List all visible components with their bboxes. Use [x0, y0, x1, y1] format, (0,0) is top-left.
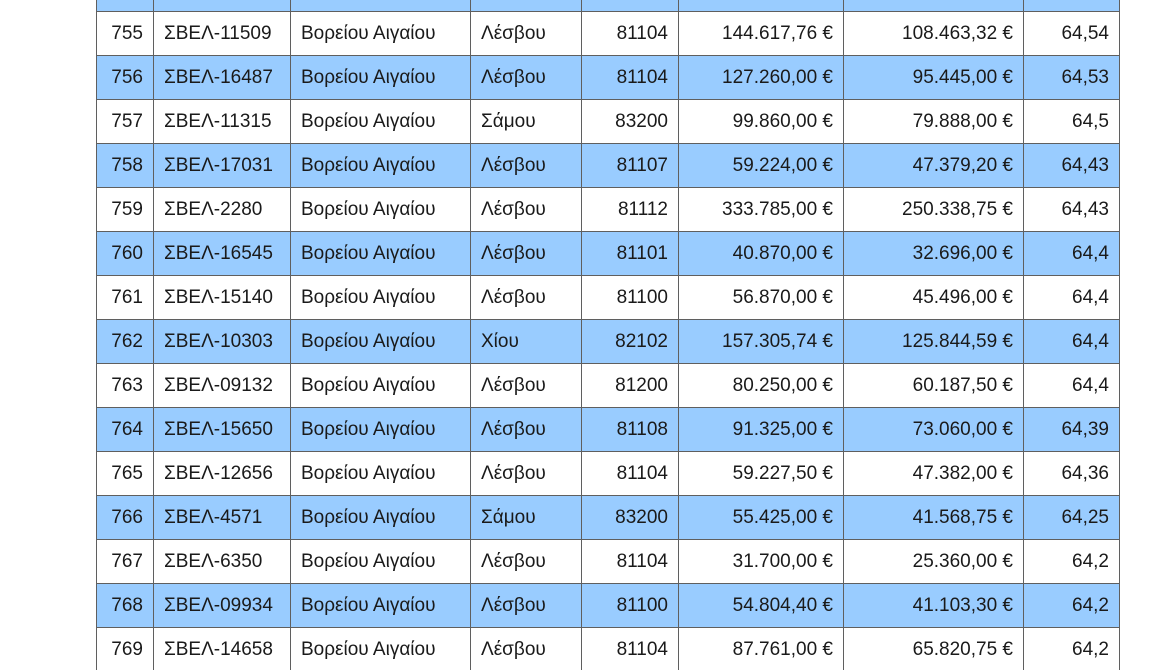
- table-row: [97, 496, 1120, 540]
- cell-code: ΣΒΕΛ-11315: [154, 100, 291, 144]
- cell-postcode: 82102: [582, 320, 679, 364]
- cell-rank: 758: [97, 144, 154, 188]
- cell-grant: 250.338,75 €: [844, 188, 1024, 232]
- cell-score: [1024, 0, 1120, 12]
- cell-score: 64,43: [1024, 188, 1120, 232]
- cell-grant: 47.382,00 €: [844, 452, 1024, 496]
- cell-unit: Λέσβου: [471, 584, 582, 628]
- cell-grant: 41.103,30 €: [844, 584, 1024, 628]
- cell-code: ΣΒΕΛ-10303: [154, 320, 291, 364]
- table-body: [97, 0, 1120, 670]
- table-row: [97, 628, 1120, 670]
- cell-unit: Λέσβου: [471, 540, 582, 584]
- cell-score: 64,25: [1024, 496, 1120, 540]
- cell-postcode: 81100: [582, 276, 679, 320]
- cell-unit: Λέσβου: [471, 364, 582, 408]
- cell-postcode: 81104: [582, 12, 679, 56]
- cell-postcode: 81112: [582, 188, 679, 232]
- cell-unit: Σάμου: [471, 496, 582, 540]
- cell-rank: 760: [97, 232, 154, 276]
- table-row: [97, 408, 1120, 452]
- table-row: [97, 188, 1120, 232]
- cell-region: Βορείου Αιγαίου: [291, 496, 471, 540]
- table-row: [97, 232, 1120, 276]
- cell-code: ΣΒΕΛ-15140: [154, 276, 291, 320]
- cell-rank: 769: [97, 628, 154, 670]
- cell-rank: 766: [97, 496, 154, 540]
- cell-postcode: 81104: [582, 628, 679, 670]
- cell-score: 64,4: [1024, 276, 1120, 320]
- table-row: [97, 12, 1120, 56]
- cell-rank: 757: [97, 100, 154, 144]
- cell-grant: 108.463,32 €: [844, 12, 1024, 56]
- table-row: [97, 100, 1120, 144]
- cell-score: 64,2: [1024, 584, 1120, 628]
- cell-code: ΣΒΕΛ-16545: [154, 232, 291, 276]
- cell-grant: 60.187,50 €: [844, 364, 1024, 408]
- cell-budget: 59.227,50 €: [679, 452, 844, 496]
- cell-grant: 47.379,20 €: [844, 144, 1024, 188]
- cell-grant: 79.888,00 €: [844, 100, 1024, 144]
- cell-region: Βορείου Αιγαίου: [291, 232, 471, 276]
- cell-code: ΣΒΕΛ-12656: [154, 452, 291, 496]
- cell-postcode: 83200: [582, 496, 679, 540]
- table-row: [97, 452, 1120, 496]
- cell-region: Βορείου Αιγαίου: [291, 408, 471, 452]
- cell-code: ΣΒΕΛ-17031: [154, 144, 291, 188]
- cell-postcode: 83200: [582, 100, 679, 144]
- cell-unit: Λέσβου: [471, 628, 582, 670]
- cell-code: ΣΒΕΛ-09934: [154, 584, 291, 628]
- cell-region: Βορείου Αιγαίου: [291, 100, 471, 144]
- cell-score: 64,5: [1024, 100, 1120, 144]
- table-row: [97, 320, 1120, 364]
- cell-region: Βορείου Αιγαίου: [291, 12, 471, 56]
- cell-score: 64,53: [1024, 56, 1120, 100]
- cell-grant: 25.360,00 €: [844, 540, 1024, 584]
- cell-code: ΣΒΕΛ-14658: [154, 628, 291, 670]
- cell-budget: 157.305,74 €: [679, 320, 844, 364]
- table-row: [97, 56, 1120, 100]
- cell-budget: 87.761,00 €: [679, 628, 844, 670]
- cell-budget: 56.870,00 €: [679, 276, 844, 320]
- cell-grant: 125.844,59 €: [844, 320, 1024, 364]
- cell-rank: 765: [97, 452, 154, 496]
- table-row: [97, 364, 1120, 408]
- cell-grant: 32.696,00 €: [844, 232, 1024, 276]
- cell-postcode: [582, 0, 679, 12]
- cell-postcode: 81104: [582, 452, 679, 496]
- cell-postcode: 81104: [582, 540, 679, 584]
- cell-grant: 73.060,00 €: [844, 408, 1024, 452]
- cell-unit: Λέσβου: [471, 188, 582, 232]
- cell-unit: Σάμου: [471, 100, 582, 144]
- cell-score: 64,36: [1024, 452, 1120, 496]
- table-row-partial: [97, 0, 1120, 12]
- cell-score: 64,2: [1024, 628, 1120, 670]
- table-row: [97, 584, 1120, 628]
- cell-budget: 59.224,00 €: [679, 144, 844, 188]
- cell-postcode: 81100: [582, 584, 679, 628]
- cell-budget: 54.804,40 €: [679, 584, 844, 628]
- cell-budget: 55.425,00 €: [679, 496, 844, 540]
- cell-rank: 767: [97, 540, 154, 584]
- table-row: [97, 276, 1120, 320]
- cell-score: 64,39: [1024, 408, 1120, 452]
- cell-budget: 80.250,00 €: [679, 364, 844, 408]
- cell-score: 64,4: [1024, 320, 1120, 364]
- cell-unit: Λέσβου: [471, 408, 582, 452]
- cell-region: Βορείου Αιγαίου: [291, 56, 471, 100]
- table-row: [97, 540, 1120, 584]
- cell-postcode: 81101: [582, 232, 679, 276]
- cell-postcode: 81200: [582, 364, 679, 408]
- cell-budget: 333.785,00 €: [679, 188, 844, 232]
- cell-region: [291, 0, 471, 12]
- cell-code: [154, 0, 291, 12]
- cell-unit: Λέσβου: [471, 144, 582, 188]
- cell-rank: 764: [97, 408, 154, 452]
- cell-region: Βορείου Αιγαίου: [291, 320, 471, 364]
- cell-region: Βορείου Αιγαίου: [291, 540, 471, 584]
- cell-budget: 127.260,00 €: [679, 56, 844, 100]
- cell-score: 64,54: [1024, 12, 1120, 56]
- cell-postcode: 81107: [582, 144, 679, 188]
- cell-unit: Λέσβου: [471, 452, 582, 496]
- cell-region: Βορείου Αιγαίου: [291, 188, 471, 232]
- cell-unit: Λέσβου: [471, 12, 582, 56]
- cell-score: 64,4: [1024, 364, 1120, 408]
- cell-rank: 759: [97, 188, 154, 232]
- cell-code: ΣΒΕΛ-2280: [154, 188, 291, 232]
- cell-unit: Λέσβου: [471, 232, 582, 276]
- cell-budget: 144.617,76 €: [679, 12, 844, 56]
- cell-rank: 763: [97, 364, 154, 408]
- cell-code: ΣΒΕΛ-4571: [154, 496, 291, 540]
- cell-postcode: 81104: [582, 56, 679, 100]
- cell-unit: Χίου: [471, 320, 582, 364]
- cell-budget: 99.860,00 €: [679, 100, 844, 144]
- cell-code: ΣΒΕΛ-6350: [154, 540, 291, 584]
- cell-score: 64,2: [1024, 540, 1120, 584]
- cell-rank: 756: [97, 56, 154, 100]
- cell-grant: 41.568,75 €: [844, 496, 1024, 540]
- cell-score: 64,43: [1024, 144, 1120, 188]
- cell-grant: 65.820,75 €: [844, 628, 1024, 670]
- cell-rank: 762: [97, 320, 154, 364]
- cell-unit: Λέσβου: [471, 56, 582, 100]
- cell-rank: 755: [97, 12, 154, 56]
- cell-region: Βορείου Αιγαίου: [291, 276, 471, 320]
- cell-rank: 761: [97, 276, 154, 320]
- cell-unit: Λέσβου: [471, 276, 582, 320]
- cell-score: 64,4: [1024, 232, 1120, 276]
- cell-grant: 45.496,00 €: [844, 276, 1024, 320]
- cell-budget: 91.325,00 €: [679, 408, 844, 452]
- cell-region: Βορείου Αιγαίου: [291, 452, 471, 496]
- cell-postcode: 81108: [582, 408, 679, 452]
- table-row: [97, 144, 1120, 188]
- cell-rank: [97, 0, 154, 12]
- cell-unit: [471, 0, 582, 12]
- results-table: [96, 0, 1120, 670]
- cell-budget: [679, 0, 844, 12]
- cell-region: Βορείου Αιγαίου: [291, 628, 471, 670]
- cell-budget: 31.700,00 €: [679, 540, 844, 584]
- cell-region: Βορείου Αιγαίου: [291, 364, 471, 408]
- cell-region: Βορείου Αιγαίου: [291, 584, 471, 628]
- cell-rank: 768: [97, 584, 154, 628]
- cell-budget: 40.870,00 €: [679, 232, 844, 276]
- cell-code: ΣΒΕΛ-15650: [154, 408, 291, 452]
- cell-code: ΣΒΕΛ-09132: [154, 364, 291, 408]
- cell-grant: [844, 0, 1024, 12]
- cell-region: Βορείου Αιγαίου: [291, 144, 471, 188]
- cell-code: ΣΒΕΛ-16487: [154, 56, 291, 100]
- cell-grant: 95.445,00 €: [844, 56, 1024, 100]
- cell-code: ΣΒΕΛ-11509: [154, 12, 291, 56]
